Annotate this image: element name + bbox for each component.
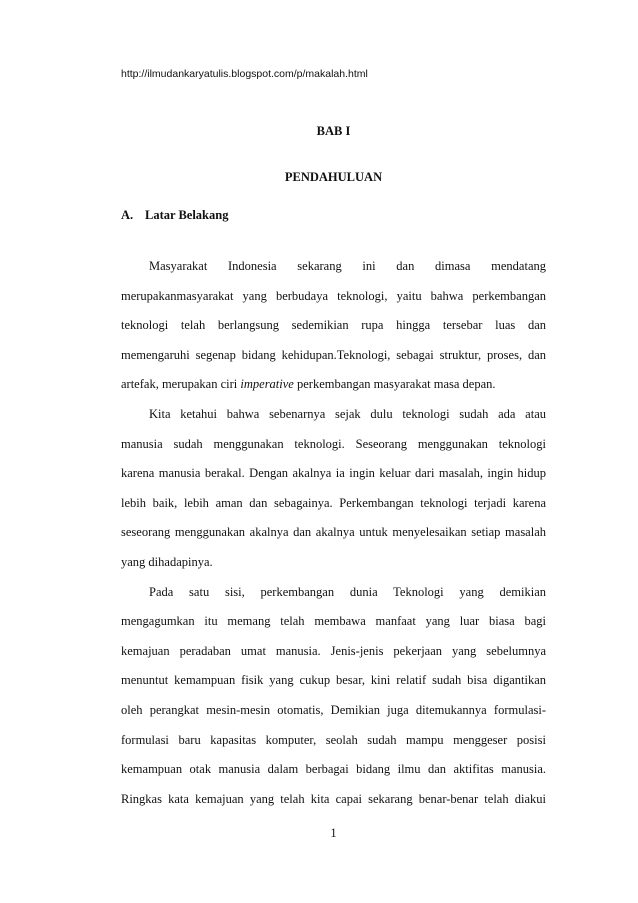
paragraph-line: Pada satu sisi, perkembangan dunia Teknologi yang demikian [149, 584, 546, 599]
paragraph-line: merupakanmasyarakat yang berbudaya teknologi, yaitu bahwa perkembangan [121, 288, 546, 303]
paragraph-line: kemampuan otak manusia dalam berbagai bidang ilmu dan aktifitas manusia. [121, 762, 546, 777]
section-heading [121, 208, 228, 223]
paragraph-line: kemajuan peradaban umat manusia. Jenis-jenis pekerjaan yang sebelumnya [121, 643, 546, 658]
paragraph-line: mengagumkan itu memang telah membawa manfaat yang luar biasa bagi [121, 614, 546, 629]
paragraph-line: Kita ketahui bahwa sebenarnya sejak dulu teknologi sudah ada atau [149, 406, 546, 421]
text-run: artefak, merupakan ciri [121, 377, 241, 392]
text-run: perkembangan masyarakat masa depan. [293, 377, 496, 392]
italic-term: imperative [240, 377, 294, 392]
body-text [121, 252, 546, 814]
header-url: http://ilmudankaryatulis.blogspot.com/p/makalah.html [121, 68, 368, 80]
paragraph-line: Ringkas kata kemajuan yang telah kita capai sekarang benar-benar telah diakui [121, 791, 546, 806]
paragraph-line: manusia sudah menggunakan teknologi. Seseorang menggunakan teknologi [121, 436, 546, 451]
paragraph-line: lebih baik, lebih aman dan sebagainya. Perkembangan teknologi terjadi karena [121, 495, 546, 510]
paragraph-line: Masyarakat Indonesia sekarang ini dan dimasa mendatang [149, 259, 546, 273]
paragraph-line: karena manusia berakal. Dengan akalnya ia ingin keluar dari masalah, ingin hidup [121, 466, 546, 481]
page-number: 1 [330, 826, 337, 840]
paragraph-line: teknologi telah berlangsung sedemikian rupa hingga tersebar luas dan [121, 318, 546, 333]
chapter-title: PENDAHULUAN [284, 170, 383, 184]
chapter-number: BAB I [316, 124, 351, 138]
paragraph-line: formulasi baru kapasitas komputer, seolah sudah mampu menggeser posisi [121, 732, 546, 747]
paragraph-line [121, 370, 546, 400]
paragraph-line: seseorang menggunakan akalnya dan akalnya untuk menyelesaikan setiap masalah [121, 525, 546, 540]
section-number: A. [121, 208, 134, 222]
paragraph-line: yang dihadapinya. [121, 554, 213, 569]
paragraph-line: menuntut kemampuan fisik yang cukup besar, kini relatif sudah bisa digantikan [121, 673, 546, 688]
section-title: Latar Belakang [145, 208, 229, 222]
paragraph-line: memengaruhi segenap bidang kehidupan.Teknologi, sebagai struktur, proses, dan [121, 347, 546, 362]
paragraph-line: oleh perangkat mesin-mesin otomatis, Demikian juga ditemukannya formulasi- [121, 702, 546, 717]
